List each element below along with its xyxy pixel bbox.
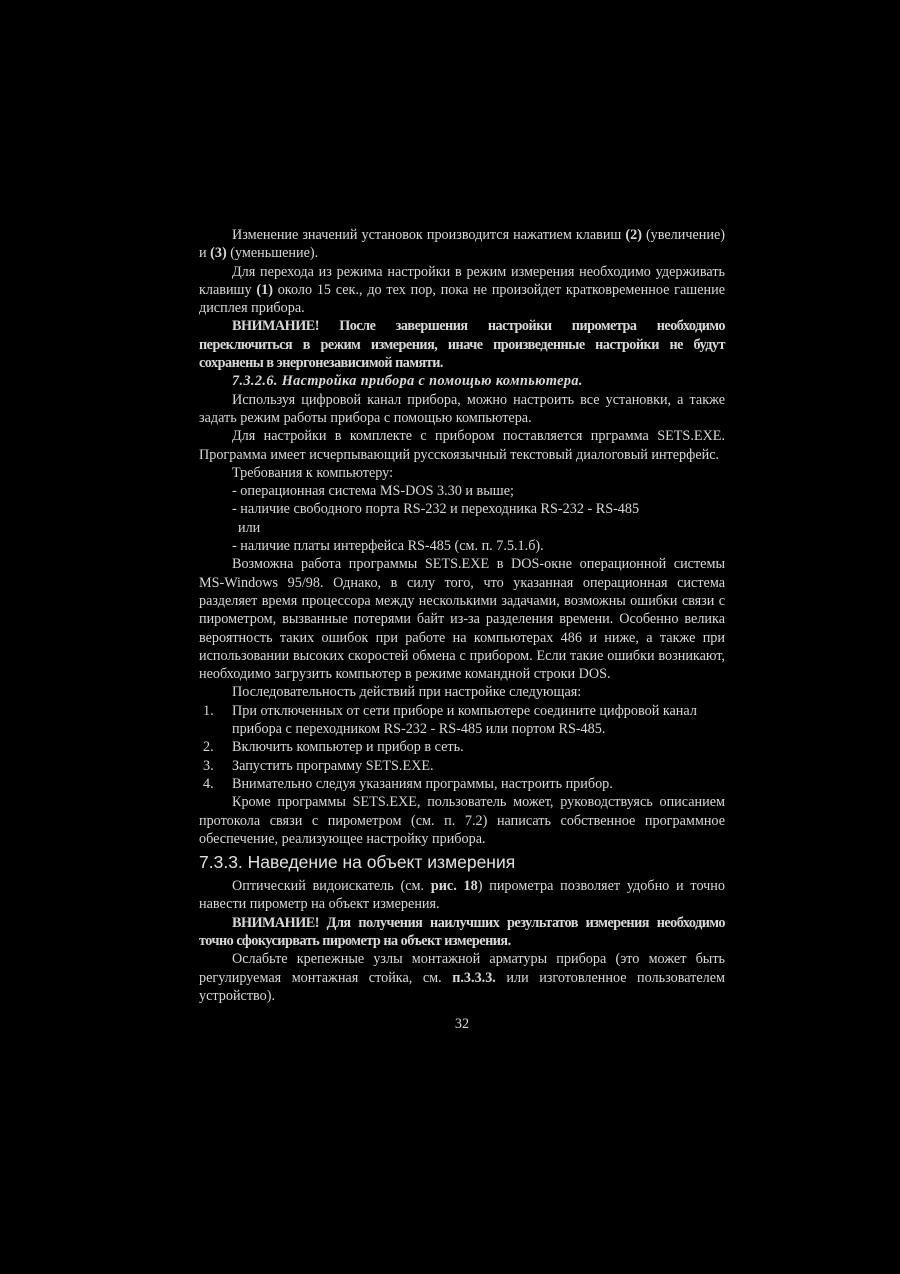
- list-item: 1. При отключенных от сети приборе и компьютере соедините цифровой канал прибора с переходником RS-232 - RS-485 или портом RS-485.: [203, 702, 697, 738]
- paragraph-digital-channel: Используя цифровой канал прибора, можно настроить все установки, а также задать режим работы прибора с помощью компьютера.: [199, 391, 725, 426]
- key-3-label: (3): [210, 245, 227, 262]
- paragraph-sequence-intro: Последовательность действий при настройке следующая:: [232, 684, 582, 701]
- warning-save-settings: ВНИМАНИЕ! После завершения настройки пирометра необходимо переключиться в режим измерения, иначе произведенные настройки не будут сохранены в энергонезависимой памяти.: [199, 318, 725, 372]
- requirement-item: - наличие платы интерфейса RS-485 (см. п. 7.5.1.б).: [232, 538, 544, 555]
- key-1-label: (1): [256, 281, 273, 298]
- warning-focus: ВНИМАНИЕ! Для получения наилучших результатов измерения необходимо точно сфокусирвать пирометр на объект измерения.: [199, 914, 725, 949]
- paragraph-custom-software: Кроме программы SETS.EXE, пользователь может, руководствуясь описанием протокола связи с пирометром (см. п. 7.2) написать собственное программное обеспечение, реализующее настройку прибора.: [199, 794, 725, 847]
- list-item: 3. Запустить программу SETS.EXE.: [203, 757, 434, 774]
- requirement-item: - операционная система MS-DOS 3.30 и выше;: [232, 483, 514, 500]
- paragraph-mode-switch: Для перехода из режима настройки в режим измерения необходимо удерживать клавишу (1) около 15 сек., до тех пор, пока не произойдет кратковременное гашение дисплея прибора.: [199, 263, 725, 317]
- section-reference: п.3.3.3.: [452, 969, 496, 986]
- key-2-label: (2): [625, 227, 642, 243]
- page-number: 32: [454, 1016, 470, 1033]
- section-heading: 7.3.3. Наведение на объект измерения: [199, 852, 516, 873]
- document-page: [199, 226, 725, 1048]
- requirement-item: - наличие свободного порта RS-232 и переходника RS-232 - RS-485: [232, 501, 640, 518]
- list-item: 2. Включить компьютер и прибор в сеть.: [203, 739, 464, 756]
- paragraph-key-change: Изменение значений установок производится нажатием клавиш (2) (увеличение) и (3) (уменьшение).: [199, 227, 725, 262]
- section-subheading: 7.3.2.6. Настройка прибора с помощью компьютера.: [232, 373, 583, 390]
- figure-reference: рис. 18: [430, 878, 478, 895]
- list-item: 4. Внимательно следуя указаниям программы, настроить прибор.: [203, 775, 613, 792]
- requirement-or: или: [238, 519, 261, 536]
- paragraph-viewfinder: Оптический видоискатель (см. рис. 18) пирометра позволяет удобно и точно навести пирометр на объект измерения.: [199, 878, 725, 913]
- setup-steps-list: [199, 702, 725, 793]
- paragraph-mounting: Ослабьте крепежные узлы монтажной арматуры прибора (это может быть регулируемая монтажная стойка, см. п.3.3.3. или изготовленное пользователем устройство).: [199, 951, 725, 1004]
- paragraph-windows-note: Возможна работа программы SETS.EXE в DOS-окне операционной системы MS-Windows 95/98. Однако, в силу того, что указанная операционная система разделяет время процессора между несколькими задачами, возможны ошибки связи с пирометром, вызванные потерями байт из-за разделения времени. Особенно велика вероятность таких ошибок при работе на компьютерах 486 и ниже, а также при использовании высоких скоростей обмена с прибором. Если такие ошибки возникают, необходимо загрузить компьютер в режиме командной строки DOS.: [199, 556, 725, 683]
- paragraph-sets-program: Для настройки в комплекте с прибором поставляется прграмма SETS.EXE. Программа имеет исчерпывающий русскоязычный текстовый диалоговый интерфейс.: [199, 428, 725, 463]
- requirements-title: Требования к компьютеру:: [232, 464, 394, 481]
